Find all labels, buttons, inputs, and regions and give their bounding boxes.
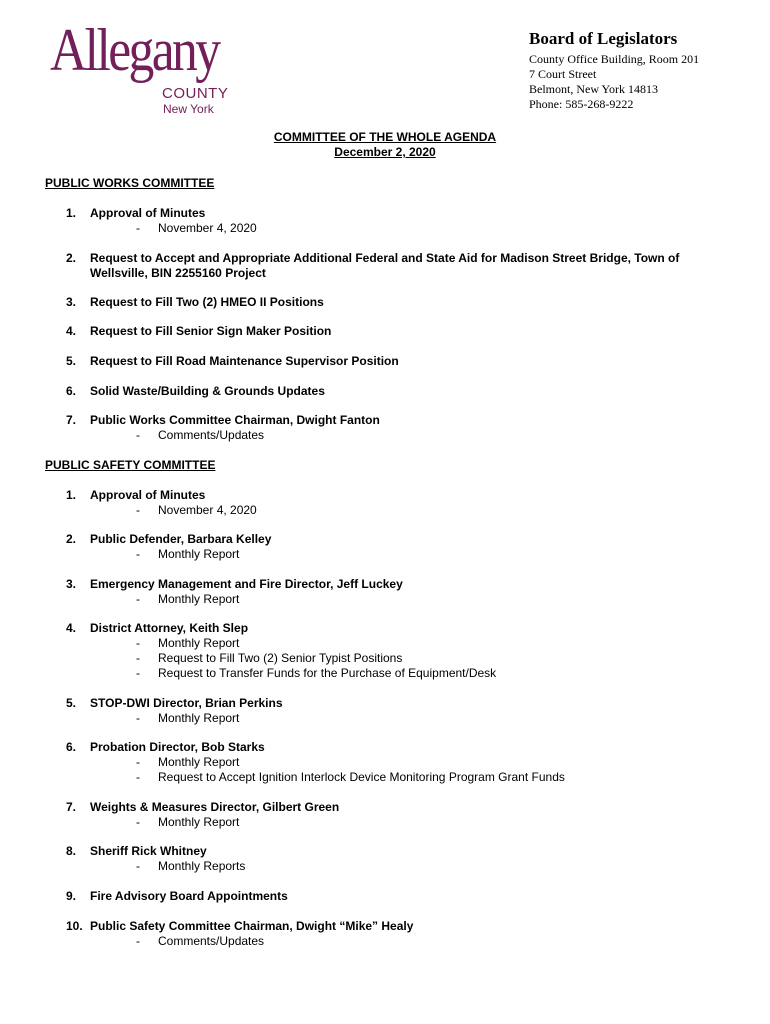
logo-wordmark: Allegany xyxy=(50,17,219,83)
organization-info xyxy=(529,28,699,112)
item-title: STOP-DWI Director, Brian Perkins xyxy=(90,696,283,710)
public-safety-heading: PUBLIC SAFETY COMMITTEE xyxy=(45,458,216,472)
sub-item: - Monthly Report xyxy=(136,636,240,650)
item-title: Probation Director, Bob Starks xyxy=(90,740,265,754)
agenda-item xyxy=(66,621,726,681)
item-number: 7. xyxy=(66,800,77,814)
agenda-item xyxy=(66,488,726,518)
item-title: Sheriff Rick Whitney xyxy=(90,844,207,858)
sub-item: - Comments/Updates xyxy=(136,428,265,442)
agenda-item xyxy=(66,696,726,726)
sub-item: - Request to Fill Two (2) Senior Typist Positions xyxy=(136,651,403,665)
item-number: 3. xyxy=(66,295,77,309)
agenda-title: COMMITTEE OF THE WHOLE AGENDA xyxy=(273,130,497,144)
sub-item: - November 4, 2020 xyxy=(136,503,257,517)
item-title: Request to Fill Two (2) HMEO II Positions xyxy=(90,295,324,309)
agenda-item xyxy=(66,206,726,236)
item-title: Request to Accept and Appropriate Additional Federal and State Aid for Madison Street Bridge, Town of xyxy=(90,251,680,265)
item-number: 9. xyxy=(66,889,77,903)
item-number: 2. xyxy=(66,251,77,265)
item-number: 10. xyxy=(66,919,83,933)
item-title: Emergency Management and Fire Director, Jeff Luckey xyxy=(90,577,403,591)
org-address-3: Belmont, New York 14813 xyxy=(529,82,659,96)
agenda-header xyxy=(0,130,770,160)
agenda-item xyxy=(66,324,726,339)
agenda-item xyxy=(66,889,726,904)
item-number: 3. xyxy=(66,577,77,591)
sub-item: - Request to Transfer Funds for the Purchase of Equipment/Desk xyxy=(136,666,497,680)
allegany-county-logo xyxy=(50,17,250,120)
item-title: Approval of Minutes xyxy=(90,488,206,502)
sub-item: - Comments/Updates xyxy=(136,934,265,948)
item-title-continued: Wellsville, BIN 2255160 Project xyxy=(90,266,266,280)
item-title: Request to Fill Road Maintenance Supervisor Position xyxy=(90,354,399,368)
sub-item: - Monthly Report xyxy=(136,711,240,725)
sub-item: - Monthly Report xyxy=(136,755,240,769)
agenda-item xyxy=(66,919,726,949)
item-number: 4. xyxy=(66,621,77,635)
agenda-item xyxy=(66,251,726,281)
item-title: District Attorney, Keith Slep xyxy=(90,621,249,635)
agenda-item xyxy=(66,844,726,874)
agenda-item xyxy=(66,740,726,785)
item-number: 5. xyxy=(66,354,77,368)
agenda-item xyxy=(66,354,726,369)
item-number: 5. xyxy=(66,696,77,710)
item-title: Public Works Committee Chairman, Dwight Fanton xyxy=(90,413,380,427)
agenda-item xyxy=(66,800,726,830)
item-title: Request to Fill Senior Sign Maker Position xyxy=(90,324,332,338)
org-phone: Phone: 585-268-9222 xyxy=(529,97,634,111)
sub-item: - Monthly Report xyxy=(136,592,240,606)
sub-item: - Monthly Reports xyxy=(136,859,246,873)
item-title: Weights & Measures Director, Gilbert Green xyxy=(90,800,340,814)
org-title: Board of Legislators xyxy=(529,29,678,48)
item-title: Solid Waste/Building & Grounds Updates xyxy=(90,384,325,398)
item-number: 6. xyxy=(66,384,77,398)
sub-item: - Monthly Report xyxy=(136,547,240,561)
sub-item: - Request to Accept Ignition Interlock Device Monitoring Program Grant Funds xyxy=(136,770,565,784)
logo-state-text: New York xyxy=(163,102,214,116)
agenda-date: December 2, 2020 xyxy=(334,145,436,159)
public-works-heading: PUBLIC WORKS COMMITTEE xyxy=(45,176,215,190)
agenda-item xyxy=(66,384,726,399)
sub-item: - Monthly Report xyxy=(136,815,240,829)
agenda-item xyxy=(66,577,726,607)
org-address-2: 7 Court Street xyxy=(529,67,597,81)
item-number: 4. xyxy=(66,324,77,338)
item-number: 8. xyxy=(66,844,77,858)
logo-county-text: COUNTY xyxy=(162,85,229,102)
item-title: Public Defender, Barbara Kelley xyxy=(90,532,272,546)
org-address-1: County Office Building, Room 201 xyxy=(529,52,700,66)
sub-item: - November 4, 2020 xyxy=(136,221,257,235)
item-number: 2. xyxy=(66,532,77,546)
agenda-item xyxy=(66,532,726,562)
item-number: 7. xyxy=(66,413,77,427)
item-title: Public Safety Committee Chairman, Dwight “Mike” Healy xyxy=(90,919,414,933)
agenda-item xyxy=(66,295,726,310)
item-title: Fire Advisory Board Appointments xyxy=(90,889,288,903)
item-number: 1. xyxy=(66,206,77,220)
item-number: 6. xyxy=(66,740,77,754)
agenda-item xyxy=(66,413,726,443)
item-title: Approval of Minutes xyxy=(90,206,206,220)
item-number: 1. xyxy=(66,488,77,502)
